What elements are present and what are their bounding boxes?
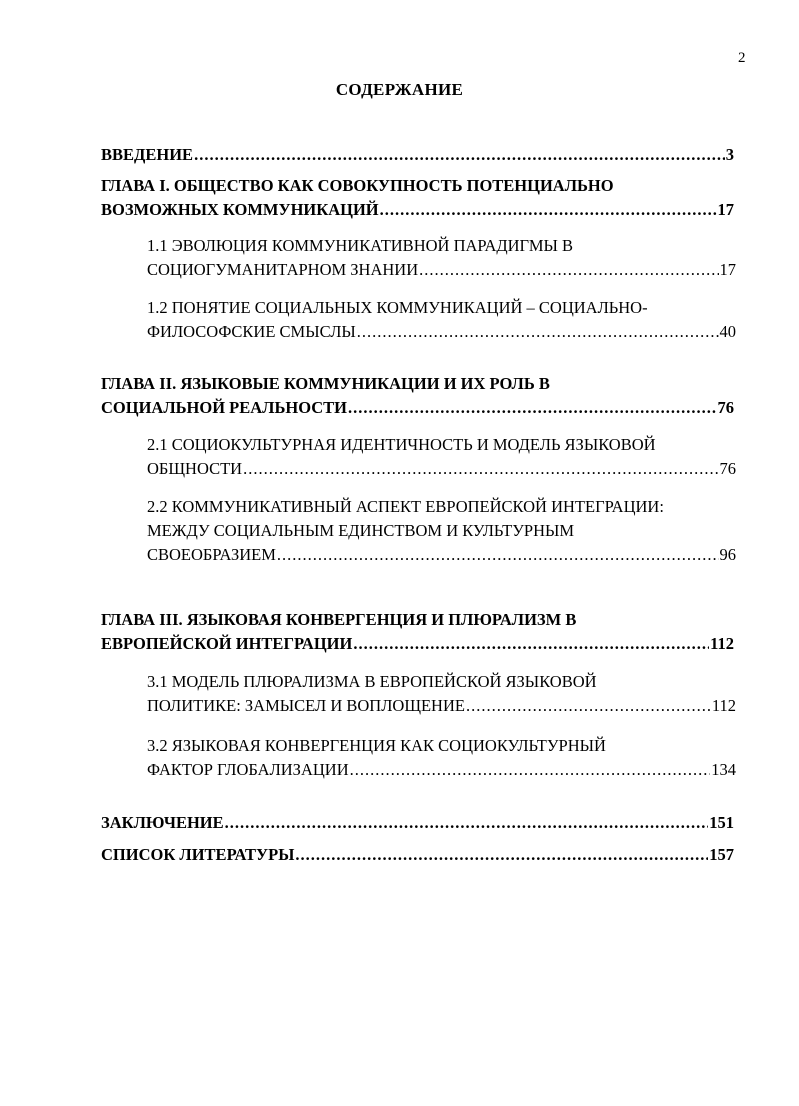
toc-entry-leader — [147, 258, 736, 282]
toc-entry-label-line: ГЛАВА I. ОБЩЕСТВО КАК СОВОКУПНОСТЬ ПОТЕНЦИАЛЬНО — [101, 176, 614, 195]
toc-entry-label: ВВЕДЕНИЕ — [101, 145, 194, 164]
toc-entry-section-2-2[interactable] — [147, 495, 736, 567]
toc-entry-label: СОЦИАЛЬНОЙ РЕАЛЬНОСТИ — [101, 398, 347, 417]
toc-entry-label-line: 1.1 ЭВОЛЮЦИЯ КОММУНИКАТИВНОЙ ПАРАДИГМЫ В — [147, 236, 574, 255]
toc-entry-label: СПИСОК ЛИТЕРАТУРЫ — [101, 845, 295, 864]
toc-entry-label-line: 1.2 ПОНЯТИЕ СОЦИАЛЬНЫХ КОММУНИКАЦИЙ – СОЦИАЛЬНО- — [147, 298, 648, 317]
toc-entry-section-3-2[interactable] — [147, 734, 736, 782]
toc-entry-chapter-2[interactable] — [101, 372, 734, 420]
toc-entry-leader — [101, 811, 734, 835]
toc-entry-page: 112 — [710, 634, 734, 653]
toc-entry-label-line: 3.2 ЯЗЫКОВАЯ КОНВЕРГЕНЦИЯ КАК СОЦИОКУЛЬТУРНЫЙ — [147, 736, 606, 755]
dot-leader — [466, 694, 711, 718]
toc-entry-label: ЕВРОПЕЙСКОЙ ИНТЕГРАЦИИ — [101, 634, 353, 653]
toc-entry-leader — [101, 143, 734, 167]
dot-leader — [350, 758, 711, 782]
toc-entry-label: ФИЛОСОФСКИЕ СМЫСЛЫ — [147, 322, 356, 341]
toc-entry-intro[interactable] — [101, 143, 734, 167]
toc-entry-page: 17 — [719, 260, 736, 279]
toc-entry-page: 96 — [719, 545, 736, 564]
dot-leader — [295, 843, 708, 867]
toc-title: СОДЕРЖАНИЕ — [335, 80, 464, 99]
toc-entry-leader — [101, 198, 734, 222]
dot-leader — [419, 258, 718, 282]
dot-leader — [357, 320, 719, 344]
dot-leader — [277, 543, 719, 567]
toc-entry-label: ВОЗМОЖНЫХ КОММУНИКАЦИЙ — [101, 200, 379, 219]
dot-leader — [243, 457, 718, 481]
toc-entry-section-3-1[interactable] — [147, 670, 736, 718]
toc-entry-page: 157 — [709, 845, 734, 864]
toc-entry-conclusion[interactable] — [101, 811, 734, 835]
toc-entry-leader — [147, 694, 736, 718]
toc-entry-page: 151 — [709, 813, 734, 832]
toc-entry-page: 17 — [717, 200, 734, 219]
toc-entry-page: 76 — [719, 459, 736, 478]
toc-entry-page: 40 — [719, 322, 736, 341]
toc-entry-leader — [101, 632, 734, 656]
toc-entry-chapter-1[interactable] — [101, 174, 734, 222]
dot-leader — [194, 143, 725, 167]
toc-entry-label-line: ГЛАВА II. ЯЗЫКОВЫЕ КОММУНИКАЦИИ И ИХ РОЛЬ В — [101, 374, 550, 393]
toc-entry-leader — [147, 457, 736, 481]
toc-entry-label: ПОЛИТИКЕ: ЗАМЫСЕЛ И ВОПЛОЩЕНИЕ — [147, 696, 465, 715]
dot-leader — [225, 811, 709, 835]
toc-entry-leader — [147, 543, 736, 567]
toc-entry-page: 134 — [711, 760, 736, 779]
toc-entry-leader — [101, 396, 734, 420]
toc-entry-leader — [147, 320, 736, 344]
toc-entry-page: 76 — [717, 398, 734, 417]
toc-entry-label: ФАКТОР ГЛОБАЛИЗАЦИИ — [147, 760, 349, 779]
toc-entry-leader — [147, 758, 736, 782]
toc-entry-label-line: МЕЖДУ СОЦИАЛЬНЫМ ЕДИНСТВОМ И КУЛЬТУРНЫМ — [147, 521, 575, 540]
toc-entry-section-2-1[interactable] — [147, 433, 736, 481]
toc-entry-section-1-2[interactable] — [147, 296, 736, 344]
toc-entry-references[interactable] — [101, 843, 734, 867]
page-number: 2 — [738, 50, 746, 66]
toc-entry-section-1-1[interactable] — [147, 234, 736, 282]
toc-entry-label: СВОЕОБРАЗИЕМ — [147, 545, 276, 564]
toc-entry-page: 112 — [711, 696, 736, 715]
toc-entry-leader — [101, 843, 734, 867]
toc-entry-label: СОЦИОГУМАНИТАРНОМ ЗНАНИИ — [147, 260, 419, 279]
toc-entry-chapter-3[interactable] — [101, 608, 734, 656]
toc-entry-label: ЗАКЛЮЧЕНИЕ — [101, 813, 224, 832]
toc-entry-label-line: 3.1 МОДЕЛЬ ПЛЮРАЛИЗМА В ЕВРОПЕЙСКОЙ ЯЗЫКОВОЙ — [147, 672, 597, 691]
toc-entry-label-line: 2.1 СОЦИОКУЛЬТУРНАЯ ИДЕНТИЧНОСТЬ И МОДЕЛЬ ЯЗЫКОВОЙ — [147, 435, 656, 454]
toc-entry-label-line: 2.2 КОММУНИКАТИВНЫЙ АСПЕКТ ЕВРОПЕЙСКОЙ ИНТЕГРАЦИИ: — [147, 497, 664, 516]
dot-leader — [348, 396, 717, 420]
toc-entry-label-line: ГЛАВА III. ЯЗЫКОВАЯ КОНВЕРГЕНЦИЯ И ПЛЮРАЛИЗМ В — [101, 610, 577, 629]
toc-entry-label: ОБЩНОСТИ — [147, 459, 243, 478]
dot-leader — [380, 198, 717, 222]
dot-leader — [353, 632, 709, 656]
toc-entry-page: 3 — [725, 145, 734, 164]
